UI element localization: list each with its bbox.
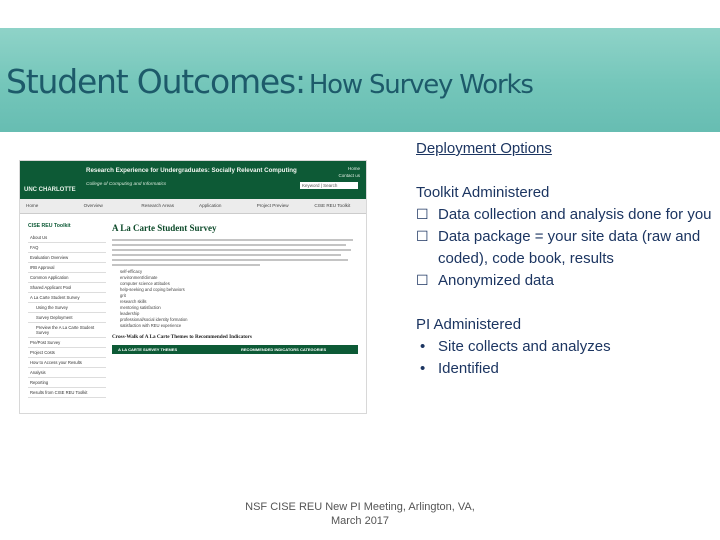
paragraph-line — [112, 239, 353, 241]
site-links — [338, 165, 360, 179]
site-sidebar-item[interactable]: IRB Approval — [28, 263, 106, 273]
toolkit-item — [416, 226, 716, 270]
site-bullet-item: computer science attitudes — [120, 281, 170, 286]
site-sidebar-item[interactable]: Shared Applicant Pool — [28, 283, 106, 293]
website-screenshot — [19, 160, 367, 414]
pi-item-text: Identified — [438, 360, 499, 377]
site-sidebar-item[interactable]: Results from CISE REU Toolkit — [28, 388, 106, 398]
toolkit-item-text: Data collection and analysis done for you — [438, 206, 712, 223]
site-sidebar-item[interactable]: Common Application — [28, 273, 106, 283]
site-bullet-item: research skills — [120, 299, 147, 304]
site-sidebar-item[interactable]: Analysis — [28, 368, 106, 378]
pi-heading: PI Administered — [416, 316, 522, 333]
slide-footer: NSF CISE REU New PI Meeting, Arlington, VA, March 2017 — [245, 501, 475, 527]
slide-title — [6, 62, 533, 101]
site-sidebar-item[interactable]: FAQ — [28, 243, 106, 253]
site-sidebar-title: CISE REU Toolkit — [28, 223, 71, 229]
paragraph-line — [112, 244, 346, 246]
site-bullet-item: grit — [120, 293, 126, 298]
site-bullet-item: environment/climate — [120, 275, 158, 280]
site-heading: Research Experience for Undergraduates: Socially Relevant Computing — [86, 167, 297, 174]
site-nav-item[interactable]: Home — [26, 203, 39, 208]
toolkit-item — [416, 270, 716, 292]
toolkit-item — [416, 204, 716, 226]
site-bullet-item: leadership — [120, 311, 140, 316]
pi-item-text: Site collects and analyzes — [438, 338, 611, 355]
deployment-options-text — [416, 138, 716, 380]
site-header — [20, 161, 366, 199]
slide-title-main: Student Outcomes: — [6, 62, 305, 101]
site-bullet-item: help-seeking and coping behaviors — [120, 287, 185, 292]
deployment-heading: Deployment Options — [416, 140, 552, 157]
paragraph-line — [112, 259, 348, 261]
site-sidebar-item[interactable]: Pre/Post Survey — [28, 338, 106, 348]
site-link-contact[interactable]: Contact us — [338, 173, 360, 178]
checkbox-icon: ☐ — [416, 229, 429, 245]
site-sidebar-item[interactable]: Preview the A La Carte Student Survey — [28, 323, 106, 338]
site-link-home[interactable]: Home — [347, 166, 360, 171]
site-search-input[interactable]: Keyword | Search — [300, 182, 358, 189]
site-bullet-item: self-efficacy — [120, 269, 143, 274]
site-nav — [20, 199, 366, 214]
site-main-title: A La Carte Student Survey — [112, 223, 217, 233]
site-sidebar-item[interactable]: How to Access your Results — [28, 358, 106, 368]
site-sidebar-item[interactable]: Reporting — [28, 378, 106, 388]
toolkit-heading: Toolkit Administered — [416, 184, 550, 201]
site-bullet-item: satisfaction with REU experience — [120, 323, 182, 328]
paragraph-line — [112, 264, 260, 266]
site-sidebar-item[interactable]: Survey Deployment — [28, 313, 106, 323]
table-header-cell: RECOMMENDED INDICATORS CATEGORIES — [241, 347, 327, 352]
site-nav-item[interactable]: Project Preview — [256, 203, 289, 208]
site-subheading: College of Computing and Informatics — [86, 182, 167, 187]
site-sidebar-item[interactable]: Using the Survey — [28, 303, 106, 313]
checkbox-icon: ☐ — [416, 207, 429, 223]
site-sidebar — [28, 223, 106, 398]
table-header-cell: A LA CARTE SURVEY THEMES — [118, 347, 178, 352]
site-sidebar-item[interactable]: Evaluation Overview — [28, 253, 106, 263]
site-nav-item[interactable]: Application — [199, 203, 222, 208]
site-nav-item[interactable]: CISE REU Toolkit — [314, 203, 351, 208]
paragraph-line — [112, 249, 351, 251]
site-sidebar-item[interactable]: About Us — [28, 233, 106, 243]
checkbox-icon: ☐ — [416, 273, 429, 289]
site-sidebar-item[interactable]: A La Carte Student Survey — [28, 293, 106, 303]
site-crosswalk-table-header — [112, 345, 358, 354]
site-nav-item[interactable]: Overview — [83, 203, 103, 208]
site-nav-item[interactable]: Research Areas — [141, 203, 175, 208]
site-bullet-item: mentoring satisfaction — [120, 305, 161, 310]
site-main-content — [112, 223, 358, 354]
pi-item — [416, 336, 716, 358]
site-bullet-item: professional/social identity formation — [120, 317, 188, 322]
paragraph-line — [112, 254, 341, 256]
site-logo: UNC CHARLOTTE — [24, 187, 76, 193]
toolkit-item-text: Anonymized data — [438, 272, 554, 289]
bullet-icon: • — [420, 360, 426, 377]
bullet-icon: • — [420, 338, 426, 355]
slide-title-sub: How Survey Works — [308, 70, 533, 100]
site-sidebar-item[interactable]: Project Costs — [28, 348, 106, 358]
pi-item — [416, 358, 716, 380]
toolkit-item-text: Data package = your site data (raw and coded), code book, results — [438, 228, 701, 267]
site-crosswalk-title: Cross-Walk of A La Carte Themes to Recommended Indicators — [112, 334, 252, 340]
